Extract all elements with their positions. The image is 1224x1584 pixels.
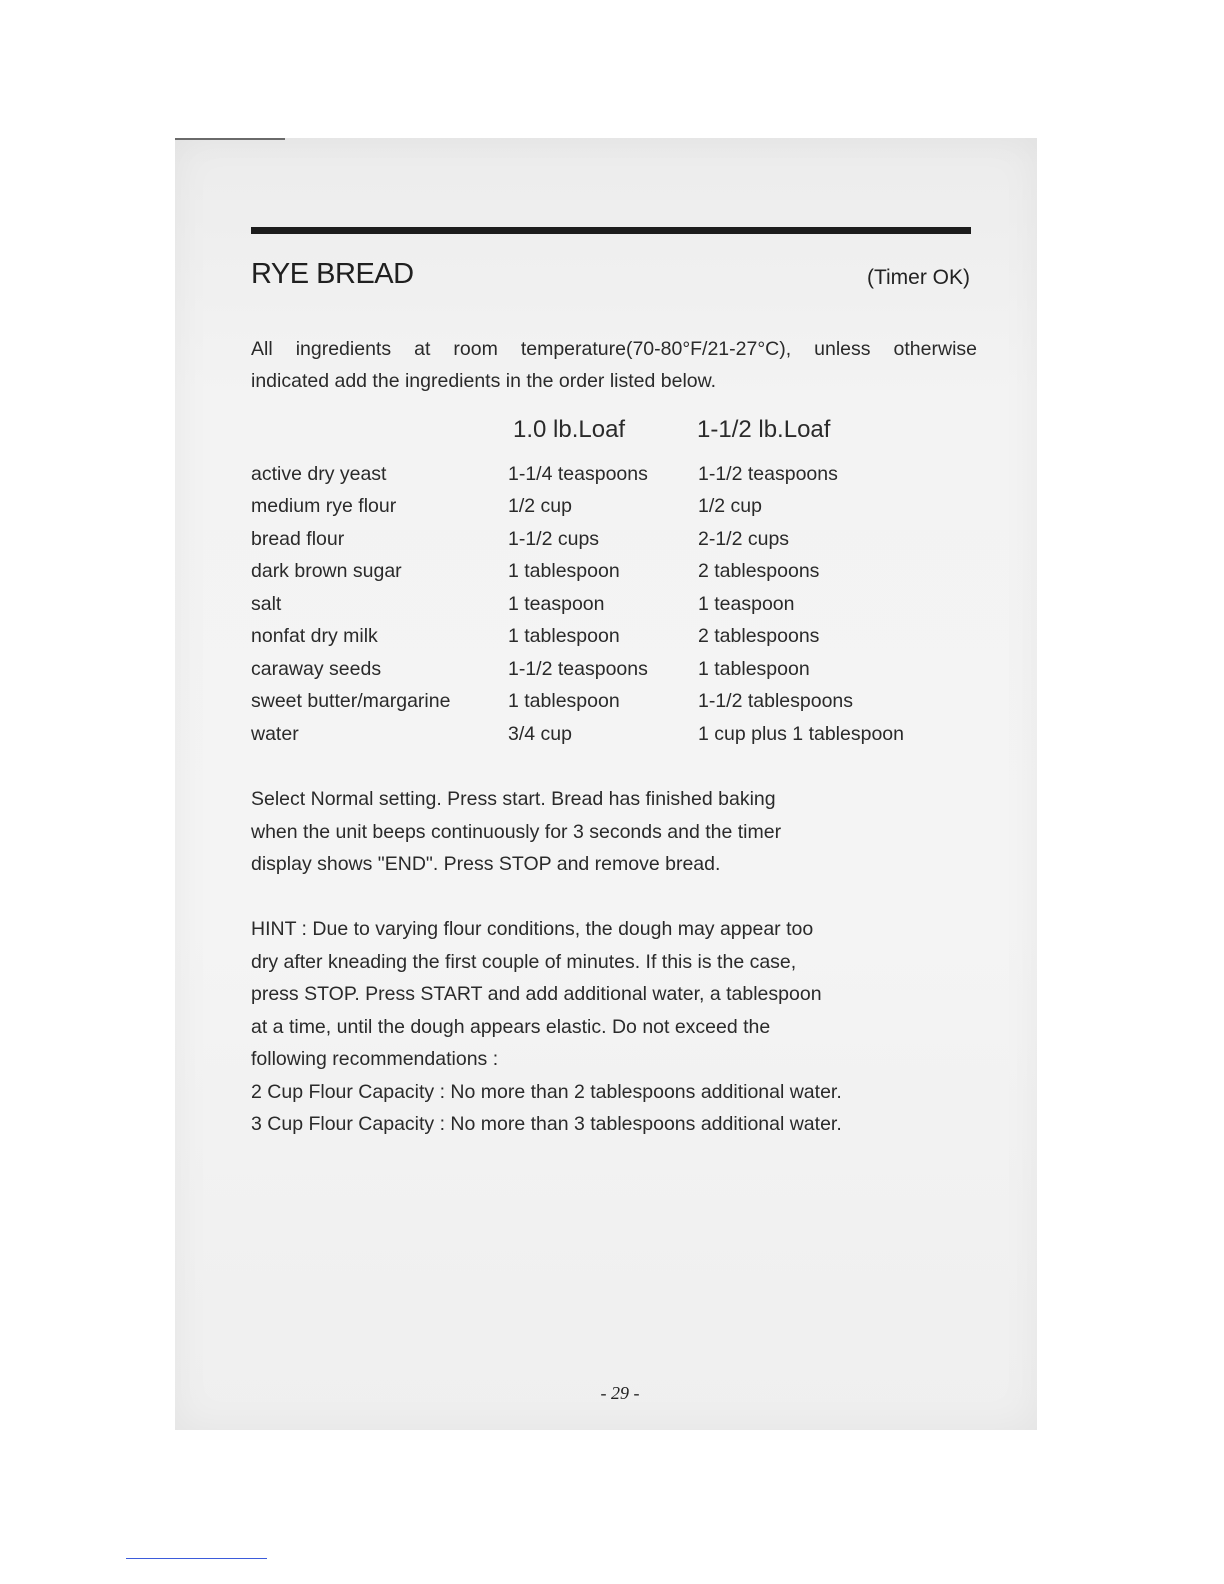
instructions-line: Select Normal setting. Press start. Bread has finished baking [251,788,776,810]
intro-paragraph [251,333,977,397]
ingredient-name: bread flour [251,527,345,550]
ingredient-name: medium rye flour [251,495,397,518]
instructions-line: display shows "END". Press STOP and remove bread. [251,853,721,875]
ingredients-table [251,458,938,751]
ingredient-name: nonfat dry milk [251,625,378,648]
ingredient-name: dark brown sugar [251,560,402,583]
ingredient-amount-large: 1/2 cup [698,495,762,518]
page-number: - 29 - [600,1383,640,1403]
table-row [251,653,938,686]
hint-line: 3 Cup Flour Capacity : No more than 3 tablespoons additional water. [251,1113,842,1135]
ingredient-name: caraway seeds [251,657,382,680]
table-row [251,718,938,751]
table-row [251,686,938,719]
ingredient-amount-small: 1 tablespoon [508,690,620,713]
intro-line: indicated add the ingredients in the order listed below. [251,370,717,392]
instructions-line: when the unit beeps continuously for 3 seconds and the timer [251,820,782,843]
ingredient-amount-small: 1-1/4 teaspoons [508,462,648,485]
table-row [251,491,938,524]
hint-line: dry after kneading the first couple of minutes. If this is the case, [251,950,797,973]
page-title: RYE BREAD [251,258,414,290]
ingredient-name: sweet butter/margarine [251,690,451,713]
hint-line: HINT : Due to varying flour conditions, the dough may appear too [251,918,814,940]
ingredient-amount-small: 1-1/2 cups [508,527,600,550]
hint-line: following recommendations : [251,1048,499,1070]
ingredient-amount-small: 1 teaspoon [508,592,605,615]
ingredient-name: water [251,722,299,745]
hint-line: press STOP. Press START and add additional water, a tablespoon [251,983,822,1005]
heading-rule [251,227,971,234]
hint-line: at a time, until the dough appears elastic. Do not exceed the [251,1015,771,1038]
ingredient-amount-small: 1/2 cup [508,495,572,518]
ingredient-amount-small: 1-1/2 teaspoons [508,657,648,680]
ingredient-name: salt [251,592,282,615]
table-row [251,556,938,589]
hint-line: 2 Cup Flour Capacity : No more than 2 tablespoons additional water. [251,1080,842,1103]
ingredient-amount-large: 1-1/2 teaspoons [698,462,838,485]
table-row [251,588,938,621]
ingredient-amount-small: 1 tablespoon [508,560,620,583]
ingredient-amount-large: 2-1/2 cups [698,527,790,550]
ingredient-amount-small: 3/4 cup [508,722,572,745]
column-header-large-loaf: 1-1/2 lb.Loaf [697,416,831,443]
scan-edge [175,138,285,140]
column-header-small-loaf: 1.0 lb.Loaf [513,416,626,443]
table-row [251,621,938,654]
instructions-paragraph [251,783,781,881]
ingredient-amount-small: 1 tablespoon [508,625,620,648]
hint-paragraph [251,913,842,1141]
footnote-rule [126,1558,267,1559]
intro-line: All ingredients at room temperature(70-80°F/21-27°C), unless otherwise [251,338,977,360]
ingredient-amount-large: 2 tablespoons [698,625,820,648]
timer-note: (Timer OK) [866,266,970,289]
ingredient-amount-large: 1-1/2 tablespoons [698,690,854,713]
table-row [251,458,938,491]
ingredient-amount-large: 1 teaspoon [698,592,795,615]
ingredient-amount-large: 1 cup plus 1 tablespoon [698,722,904,745]
table-row [251,523,938,556]
ingredient-amount-large: 2 tablespoons [698,560,820,583]
ingredient-name: active dry yeast [251,462,387,485]
ingredient-amount-large: 1 tablespoon [698,657,810,680]
